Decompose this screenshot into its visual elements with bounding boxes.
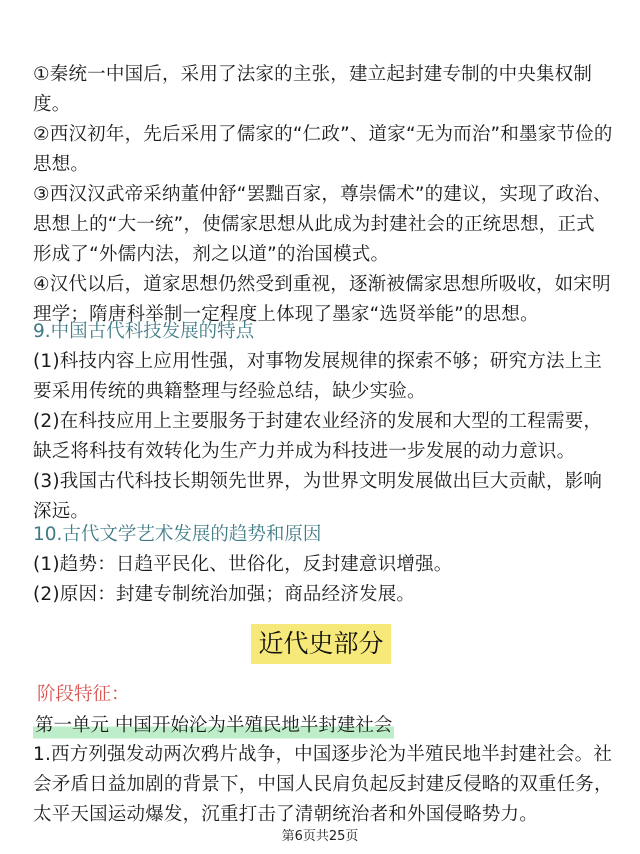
paragraph-qin: ①秦统一中国后，采用了法家的主张，建立起封建专制的中央集权制度。 <box>33 64 593 115</box>
section-9-item: (1)科技内容上应用性强，对事物发展规律的探索不够；研究方法上主要采用传统的典籍整理与经验总结，缺少实验。 <box>33 351 603 402</box>
page-number: 第6页共25页 <box>281 829 359 844</box>
section-9-item: (3)我国古代科技长期领先世界，为世界文明发展做出巨大贡献，影响深远。 <box>33 471 603 522</box>
section-10-list <box>33 550 613 610</box>
section-9-item: (2)在科技应用上主要服务于封建农业经济的发展和大型的工程需要，缺乏将科技有效转化为生产力并成为科技进一步发展的动力意识。 <box>33 411 603 462</box>
section-9-list <box>33 347 613 527</box>
intro-paragraphs <box>33 60 613 330</box>
paragraph-after-han: ④汉代以后，道家思想仍然受到重视，逐渐被儒家思想所吸收，如宋明理学；隋唐科举制一定程度上体现了墨家“选贤举能”的思想。 <box>33 274 611 325</box>
unit-paragraph: 1.西方列强发动两次鸦片战争，中国逐步沦为半殖民地半封建社会。社会矛盾日益加剧的背景下，中国人民肩负起反封建反侵略的双重任务，太平天国运动爆发，沉重打击了清朝统治者和外国侵略势力。 <box>33 744 613 825</box>
part-title: 近代史部分 <box>251 624 391 664</box>
heading-9: 9.中国古代科技发展的特点 <box>33 321 255 342</box>
section-10-item: (2)原因：封建专制统治加强；商品经济发展。 <box>33 584 416 605</box>
unit-title: 第一单元 中国开始沦为半殖民地半封建社会 <box>33 711 394 741</box>
phase-label: 阶段特征： <box>37 684 130 705</box>
paragraph-western-han: ②西汉初年，先后采用了儒家的“仁政”、道家“无为而治”和墨家节俭的思想。 <box>33 124 613 175</box>
paragraph-han-wudi: ③西汉汉武帝采纳董仲舒“罢黜百家，尊崇儒术”的建议，实现了政治、思想上的“大一统”，使儒家思想从此成为封建社会的正统思想，正式形成了“外儒内法，剂之以道”的治国模式。 <box>33 184 612 265</box>
heading-10: 10.古代文学艺术发展的趋势和原因 <box>33 524 322 545</box>
section-10-item: (1)趋势：日趋平民化、世俗化，反封建意识增强。 <box>33 554 453 575</box>
